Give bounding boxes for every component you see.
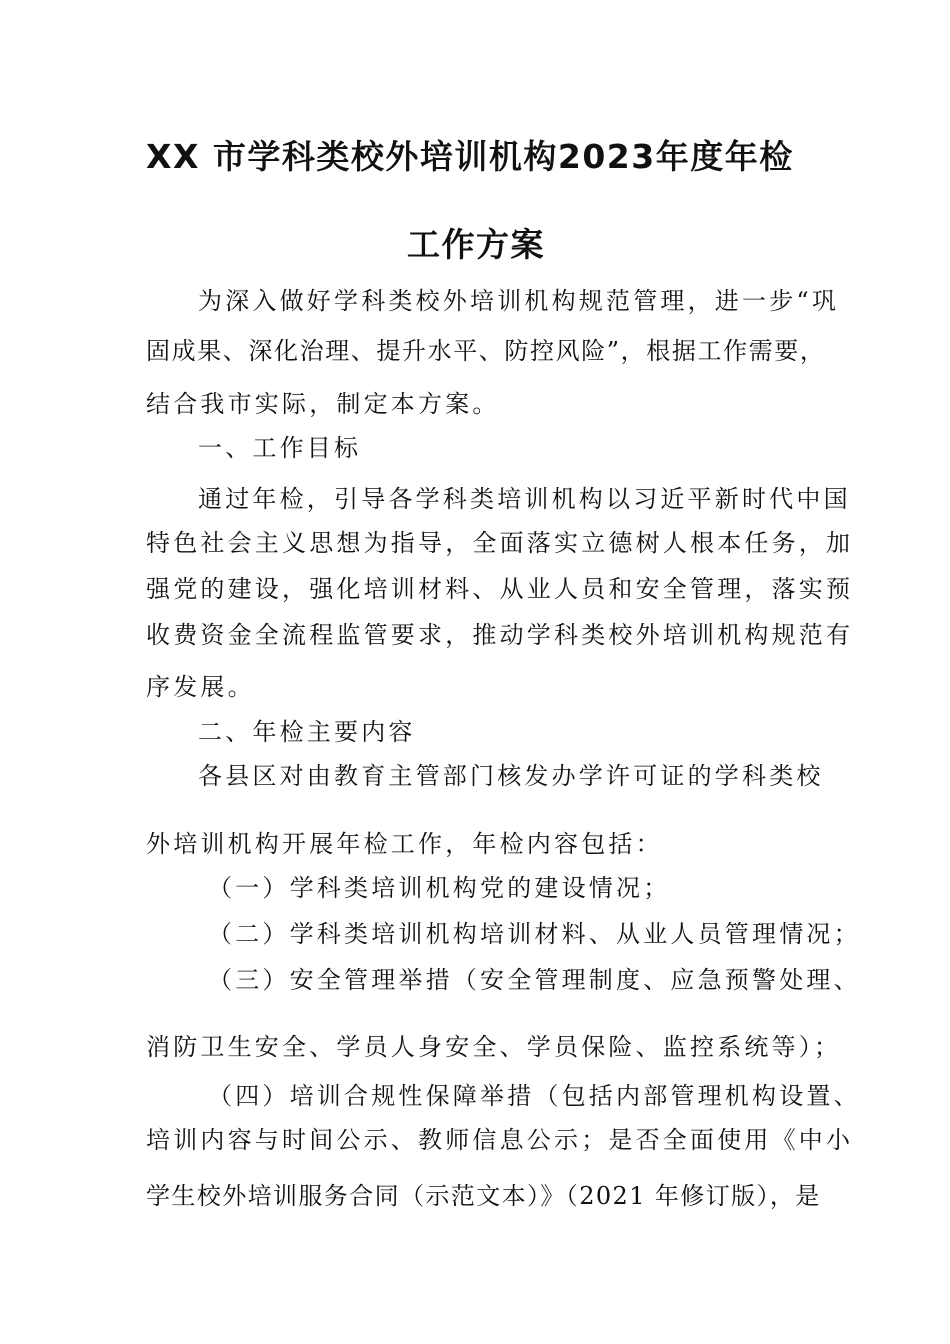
body-line: 学生校外培训服务合同（示范文本）》（2021 年修订版），是	[146, 1182, 821, 1210]
list-item: （四）培训合规性保障举措（包括内部管理机构设置、	[208, 1082, 861, 1110]
list-item: （一）学科类培训机构党的建设情况；	[208, 874, 671, 902]
section-heading: 一、工作目标	[198, 434, 362, 462]
document-title-line-2: 工作方案	[407, 225, 545, 264]
body-line: 外培训机构开展年检工作，年检内容包括：	[146, 830, 663, 858]
body-line: 各县区对由教育主管部门核发办学许可证的学科类校	[198, 762, 824, 790]
body-line: 为深入做好学科类校外培训机构规范管理，进一步“巩	[198, 287, 840, 315]
body-line: 消防卫生安全、学员人身安全、学员保险、监控系统等）；	[146, 1033, 842, 1061]
body-line: 序发展。	[146, 673, 255, 701]
body-line: 培训内容与时间公示、教师信息公示；是否全面使用《中小	[146, 1126, 854, 1154]
document-title-line-1: XX 市学科类校外培训机构2023年度年检	[146, 137, 794, 176]
body-line: 结合我市实际，制定本方案。	[146, 390, 500, 418]
body-line: 固成果、深化治理、提升水平、防控风险”，根据工作需要，	[146, 337, 826, 365]
body-line: 强党的建设，强化培训材料、从业人员和安全管理，落实预	[146, 575, 854, 603]
body-line: 通过年检，引导各学科类培训机构以习近平新时代中国	[198, 485, 851, 513]
body-line: 特色社会主义思想为指导，全面落实立德树人根本任务，加	[146, 529, 854, 557]
list-item: （二）学科类培训机构培训材料、从业人员管理情况；	[208, 920, 861, 948]
list-item: （三）安全管理举措（安全管理制度、应急预警处理、	[208, 966, 861, 994]
body-line: 收费资金全流程监管要求，推动学科类校外培训机构规范有	[146, 621, 854, 649]
section-heading: 二、年检主要内容	[198, 718, 416, 746]
